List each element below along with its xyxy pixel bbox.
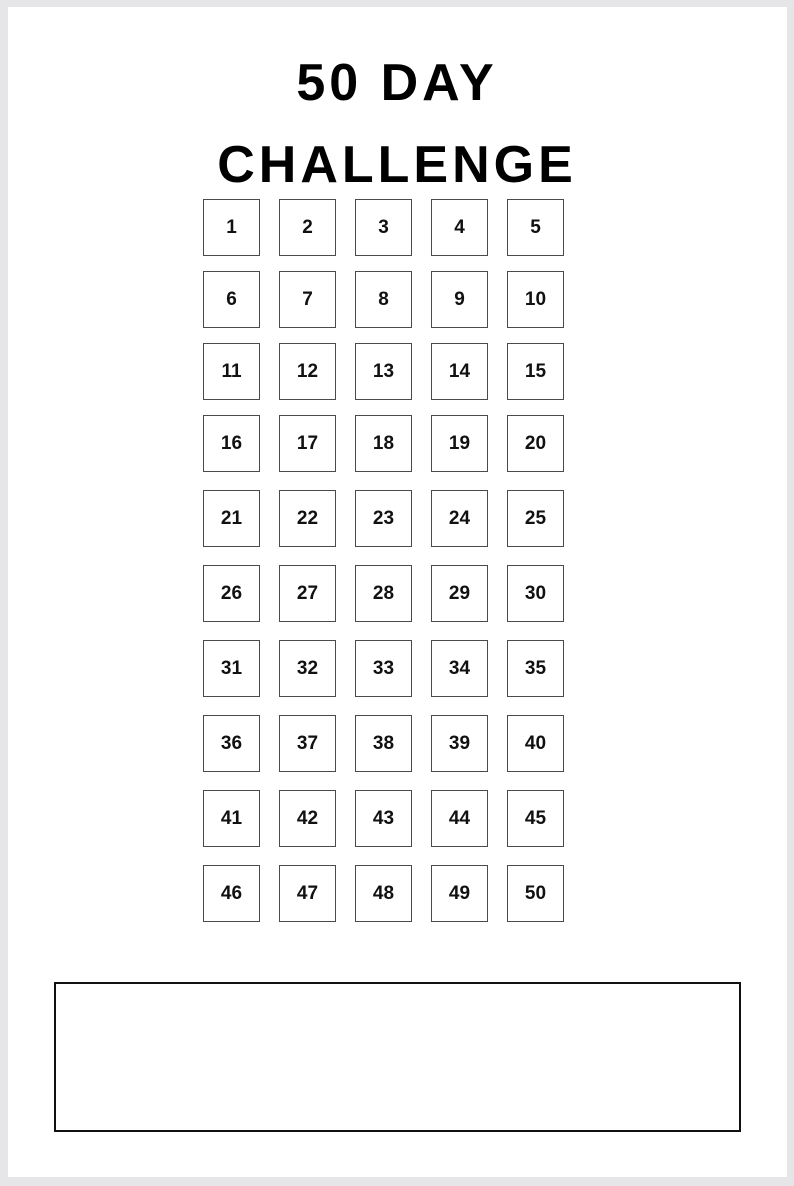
day-box-31[interactable]: 31 <box>203 640 260 697</box>
day-box-27[interactable]: 27 <box>279 565 336 622</box>
day-box-40[interactable]: 40 <box>507 715 564 772</box>
day-box-38[interactable]: 38 <box>355 715 412 772</box>
day-box-22[interactable]: 22 <box>279 490 336 547</box>
day-box-8[interactable]: 8 <box>355 271 412 328</box>
day-box-33[interactable]: 33 <box>355 640 412 697</box>
day-box-1[interactable]: 1 <box>203 199 260 256</box>
day-box-35[interactable]: 35 <box>507 640 564 697</box>
day-box-48[interactable]: 48 <box>355 865 412 922</box>
day-box-44[interactable]: 44 <box>431 790 488 847</box>
page-title-line-2: CHALLENGE <box>217 136 577 194</box>
day-box-41[interactable]: 41 <box>203 790 260 847</box>
day-box-26[interactable]: 26 <box>203 565 260 622</box>
day-box-29[interactable]: 29 <box>431 565 488 622</box>
day-box-7[interactable]: 7 <box>279 271 336 328</box>
day-box-12[interactable]: 12 <box>279 343 336 400</box>
day-box-50[interactable]: 50 <box>507 865 564 922</box>
day-box-42[interactable]: 42 <box>279 790 336 847</box>
day-box-20[interactable]: 20 <box>507 415 564 472</box>
day-box-23[interactable]: 23 <box>355 490 412 547</box>
day-box-28[interactable]: 28 <box>355 565 412 622</box>
day-box-9[interactable]: 9 <box>431 271 488 328</box>
day-box-19[interactable]: 19 <box>431 415 488 472</box>
day-box-46[interactable]: 46 <box>203 865 260 922</box>
day-grid <box>203 199 564 904</box>
day-box-39[interactable]: 39 <box>431 715 488 772</box>
day-box-30[interactable]: 30 <box>507 565 564 622</box>
day-box-17[interactable]: 17 <box>279 415 336 472</box>
day-box-34[interactable]: 34 <box>431 640 488 697</box>
day-box-14[interactable]: 14 <box>431 343 488 400</box>
day-box-11[interactable]: 11 <box>203 343 260 400</box>
day-box-18[interactable]: 18 <box>355 415 412 472</box>
day-box-3[interactable]: 3 <box>355 199 412 256</box>
day-box-6[interactable]: 6 <box>203 271 260 328</box>
day-box-43[interactable]: 43 <box>355 790 412 847</box>
day-box-32[interactable]: 32 <box>279 640 336 697</box>
day-box-24[interactable]: 24 <box>431 490 488 547</box>
day-box-15[interactable]: 15 <box>507 343 564 400</box>
day-box-13[interactable]: 13 <box>355 343 412 400</box>
day-box-47[interactable]: 47 <box>279 865 336 922</box>
day-box-49[interactable]: 49 <box>431 865 488 922</box>
day-box-4[interactable]: 4 <box>431 199 488 256</box>
day-box-16[interactable]: 16 <box>203 415 260 472</box>
day-box-37[interactable]: 37 <box>279 715 336 772</box>
day-box-10[interactable]: 10 <box>507 271 564 328</box>
day-box-25[interactable]: 25 <box>507 490 564 547</box>
day-box-45[interactable]: 45 <box>507 790 564 847</box>
day-box-21[interactable]: 21 <box>203 490 260 547</box>
day-box-5[interactable]: 5 <box>507 199 564 256</box>
page-title-line-1: 50 DAY <box>296 54 498 112</box>
day-box-2[interactable]: 2 <box>279 199 336 256</box>
day-box-36[interactable]: 36 <box>203 715 260 772</box>
notes-box[interactable] <box>54 982 741 1132</box>
